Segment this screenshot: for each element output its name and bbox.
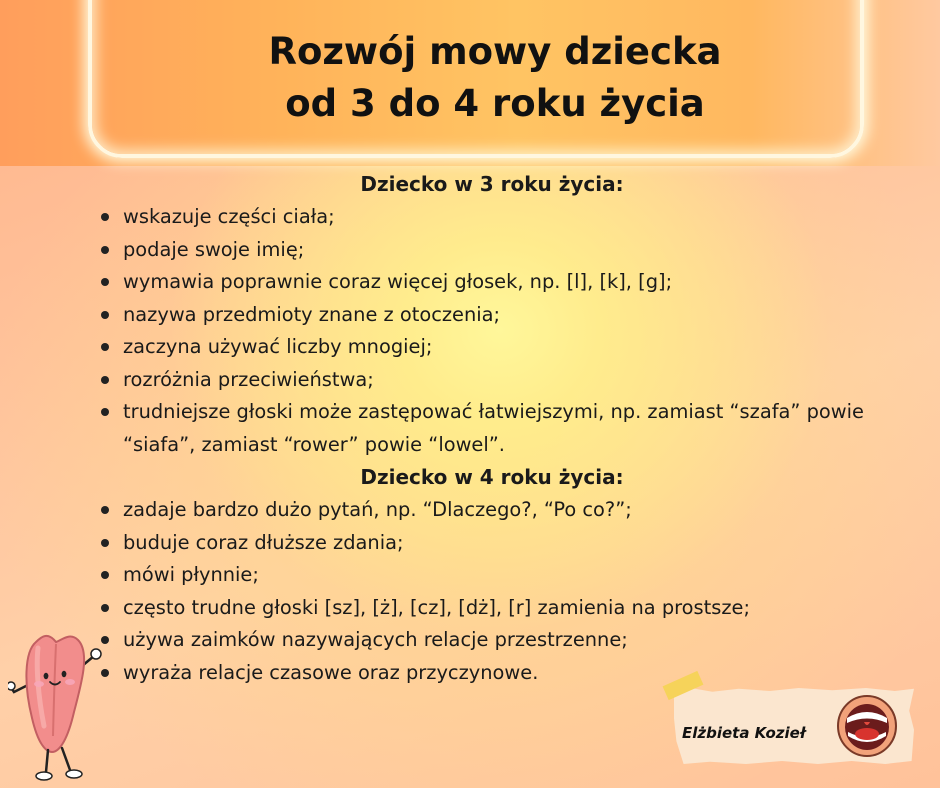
milestone-list bbox=[100, 201, 890, 461]
bullet-icon bbox=[101, 506, 109, 514]
bullet-icon bbox=[101, 246, 109, 254]
section-title: Dziecko w 4 roku życia: bbox=[360, 465, 624, 489]
bullet-icon bbox=[101, 408, 109, 416]
list-item: nazywa przedmioty znane z otoczenia; bbox=[100, 299, 890, 332]
section-title: Dziecko w 3 roku życia: bbox=[360, 172, 624, 196]
bullet-icon bbox=[101, 278, 109, 286]
open-mouth-icon bbox=[834, 692, 900, 760]
bullet-icon bbox=[101, 571, 109, 579]
list-item: używa zaimków nazywających relacje przestrzenne; bbox=[100, 624, 890, 657]
list-item: wyraża relacje czasowe oraz przyczynowe. bbox=[100, 657, 890, 690]
bullet-icon bbox=[101, 311, 109, 319]
header-banner bbox=[0, 0, 940, 166]
bullet-icon bbox=[101, 539, 109, 547]
list-item: rozróżnia przeciwieństwa; bbox=[100, 364, 890, 397]
milestone-list bbox=[100, 494, 890, 689]
list-item: często trudne głoski [sz], [ż], [cz], [dż], [r] zamienia na prostsze; bbox=[100, 592, 890, 625]
bullet-icon bbox=[101, 376, 109, 384]
list-item: trudniejsze głoski może zastępować łatwiejszymi, np. zamiast “szafa” powie “siafa”, zamiast “rower” powie “lowel”. bbox=[100, 396, 890, 461]
list-item: zadaje bardzo dużo pytań, np. “Dlaczego?, “Po co?”; bbox=[100, 494, 890, 527]
list-item: wskazuje części ciała; bbox=[100, 201, 890, 234]
bullet-icon bbox=[101, 604, 109, 612]
title-line-1: Rozwój mowy dziecka bbox=[268, 30, 722, 73]
bullet-icon bbox=[101, 343, 109, 351]
page-title bbox=[140, 26, 850, 130]
list-item: zaczyna używać liczby mnogiej; bbox=[100, 331, 890, 364]
list-item: podaje swoje imię; bbox=[100, 234, 890, 267]
bullet-icon bbox=[101, 213, 109, 221]
tongue-mascot-icon bbox=[8, 626, 104, 786]
section-age-3 bbox=[100, 168, 890, 461]
section-age-4 bbox=[100, 461, 890, 689]
list-item: buduje coraz dłuższe zdania; bbox=[100, 527, 890, 560]
content-area bbox=[100, 168, 890, 689]
author-name: Elżbieta Kozieł bbox=[682, 724, 806, 742]
author-note bbox=[660, 672, 922, 772]
list-item: mówi płynnie; bbox=[100, 559, 890, 592]
list-item: wymawia poprawnie coraz więcej głosek, np. [l], [k], [g]; bbox=[100, 266, 890, 299]
title-line-2: od 3 do 4 roku życia bbox=[285, 82, 705, 125]
